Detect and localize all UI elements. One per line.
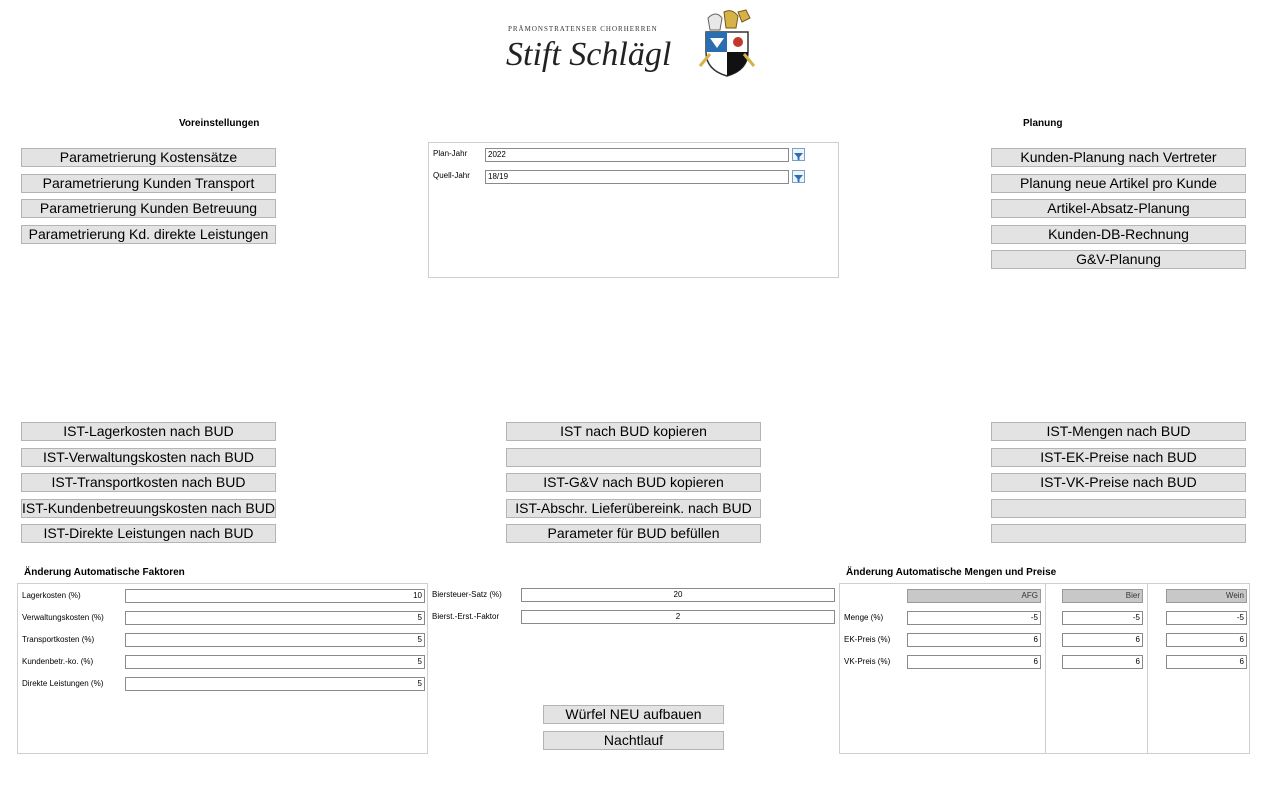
parameter-panel [428,142,839,278]
ist-ek-preise-button[interactable]: IST-EK-Preise nach BUD [991,448,1246,467]
gv-planung-button[interactable]: G&V-Planung [991,250,1246,269]
ist-verwaltungskosten-button[interactable]: IST-Verwaltungskosten nach BUD [21,448,276,467]
mengen-panel [839,583,1250,754]
planung-title: Planung [1023,118,1063,129]
ek-preis-bier-field[interactable]: 6 [1062,633,1143,647]
transportkosten-field[interactable]: 5 [125,633,425,647]
empty-middle-button[interactable] [506,448,761,467]
wuerfel-neu-aufbauen-button[interactable]: Würfel NEU aufbauen [543,705,724,724]
ist-transportkosten-button[interactable]: IST-Transportkosten nach BUD [21,473,276,492]
voreinstellungen-title: Voreinstellungen [179,118,260,129]
ist-vk-preise-button[interactable]: IST-VK-Preise nach BUD [991,473,1246,492]
vk-preis-afg-field[interactable]: 6 [907,655,1041,669]
direkte-leistungen-label: Direkte Leistungen (%) [22,679,104,688]
menge-wein-field[interactable]: -5 [1166,611,1247,625]
quell-jahr-field[interactable]: 18/19 [485,170,789,184]
bierst-erst-faktor-field[interactable]: 2 [521,610,835,624]
header-afg: AFG [907,589,1041,603]
faktoren-title: Änderung Automatische Faktoren [24,567,185,578]
empty-right-button-1[interactable] [991,499,1246,518]
mengen-title: Änderung Automatische Mengen und Preise [846,567,1057,578]
vk-preis-bier-field[interactable]: 6 [1062,655,1143,669]
empty-right-button-2[interactable] [991,524,1246,543]
menge-label: Menge (%) [844,613,884,622]
logo-subtitle: PRÄMONSTRATENSER CHORHERREN [508,25,658,33]
artikel-absatz-planung-button[interactable]: Artikel-Absatz-Planung [991,199,1246,218]
parameter-bud-befuellen-button[interactable]: Parameter für BUD befüllen [506,524,761,543]
vk-preis-wein-field[interactable]: 6 [1166,655,1247,669]
kundenbetr-label: Kundenbetr.-ko. (%) [22,657,94,666]
ist-abschr-liefereinbereink-button[interactable]: IST-Abschr. Lieferübereink. nach BUD [506,499,761,518]
header-bier: Bier [1062,589,1143,603]
planung-neue-artikel-button[interactable]: Planung neue Artikel pro Kunde [991,174,1246,193]
ek-preis-afg-field[interactable]: 6 [907,633,1041,647]
parametrierung-kunden-betreuung-button[interactable]: Parametrierung Kunden Betreuung [21,199,276,218]
ist-lagerkosten-button[interactable]: IST-Lagerkosten nach BUD [21,422,276,441]
menge-bier-field[interactable]: -5 [1062,611,1143,625]
mengen-divider-2 [1147,584,1148,753]
parametrierung-kostensaetze-button[interactable]: Parametrierung Kostensätze [21,148,276,167]
header-wein: Wein [1166,589,1247,603]
ist-nach-bud-kopieren-button[interactable]: IST nach BUD kopieren [506,422,761,441]
verwaltungskosten-label: Verwaltungskosten (%) [22,613,104,622]
parametrierung-kunden-transport-button[interactable]: Parametrierung Kunden Transport [21,174,276,193]
coat-of-arms-icon [698,8,762,78]
plan-jahr-field[interactable]: 2022 [485,148,789,162]
direkte-leistungen-field[interactable]: 5 [125,677,425,691]
faktoren-panel [17,583,428,754]
bierst-erst-faktor-label: Bierst.-Erst.-Faktor [432,612,500,621]
biersteuer-satz-label: Biersteuer-Satz (%) [432,590,502,599]
quell-jahr-label: Quell-Jahr [433,171,470,180]
verwaltungskosten-field[interactable]: 5 [125,611,425,625]
transportkosten-label: Transportkosten (%) [22,635,95,644]
ist-gv-kopieren-button[interactable]: IST-G&V nach BUD kopieren [506,473,761,492]
nachtlauf-button[interactable]: Nachtlauf [543,731,724,750]
parametrierung-direkte-leistungen-button[interactable]: Parametrierung Kd. direkte Leistungen [21,225,276,244]
plan-jahr-label: Plan-Jahr [433,149,468,158]
lagerkosten-field[interactable]: 10 [125,589,425,603]
kundenbetr-field[interactable]: 5 [125,655,425,669]
ek-preis-wein-field[interactable]: 6 [1166,633,1247,647]
vk-preis-label: VK-Preis (%) [844,657,891,666]
biersteuer-satz-field[interactable]: 20 [521,588,835,602]
logo-title: Stift Schlägl [506,36,672,73]
lagerkosten-label: Lagerkosten (%) [22,591,81,600]
plan-jahr-filter-icon[interactable] [792,148,805,161]
kunden-db-rechnung-button[interactable]: Kunden-DB-Rechnung [991,225,1246,244]
quell-jahr-filter-icon[interactable] [792,170,805,183]
logo [500,8,770,80]
ek-preis-label: EK-Preis (%) [844,635,891,644]
ist-mengen-button[interactable]: IST-Mengen nach BUD [991,422,1246,441]
mengen-divider-1 [1045,584,1046,753]
menge-afg-field[interactable]: -5 [907,611,1041,625]
kunden-planung-vertreter-button[interactable]: Kunden-Planung nach Vertreter [991,148,1246,167]
ist-direkte-leistungen-button[interactable]: IST-Direkte Leistungen nach BUD [21,524,276,543]
ist-kundenbetreuungskosten-button[interactable]: IST-Kundenbetreuungskosten nach BUD [22,500,275,516]
